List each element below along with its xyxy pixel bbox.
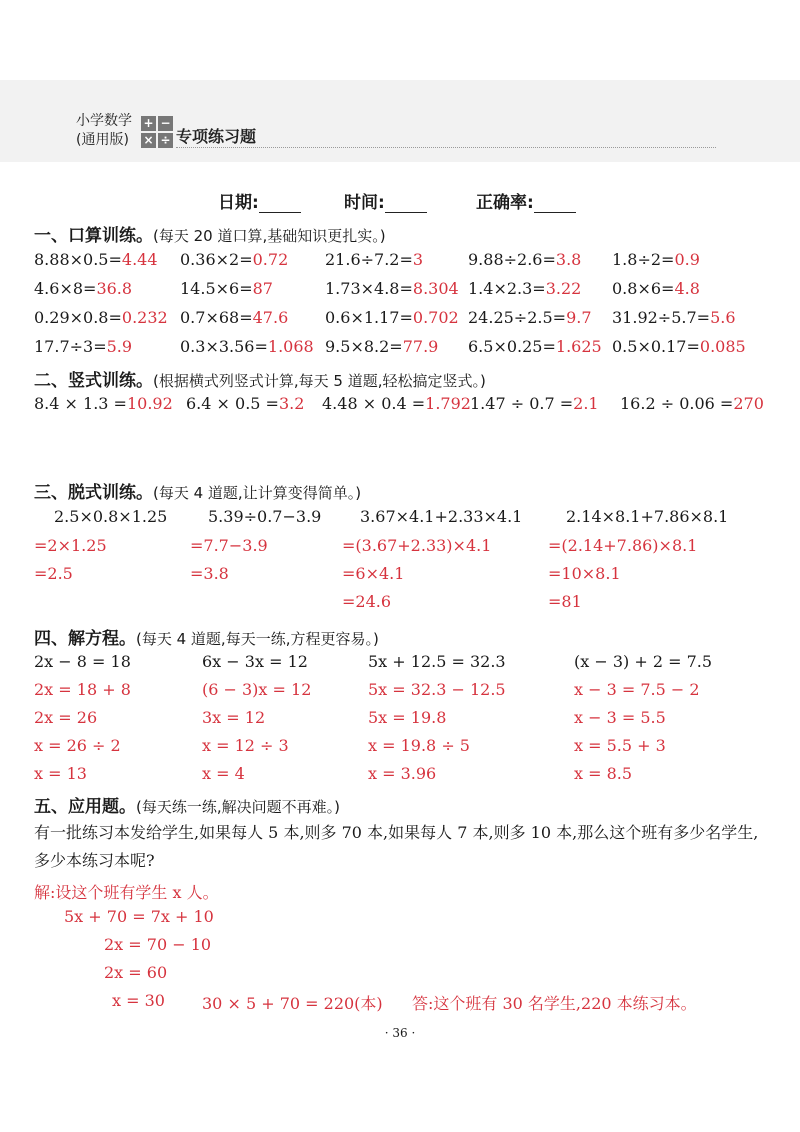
series-title: 专项练习题 xyxy=(176,127,257,146)
stepwise-step: =3.8 xyxy=(190,564,229,583)
equation: (x − 3) + 2 = 7.5 xyxy=(574,652,713,671)
vertical-calc-item: 16.2 ÷ 0.06 =270 xyxy=(620,394,764,413)
accuracy-field: 正确率: xyxy=(476,188,576,213)
equation: 6x − 3x = 12 xyxy=(202,652,308,671)
mental-math-item: 4.6×8=36.8 xyxy=(34,279,133,298)
equation-step: x = 3.96 xyxy=(368,764,437,783)
stepwise-step: =2.5 xyxy=(34,564,73,583)
equation-step: 2x = 26 xyxy=(34,708,98,727)
stepwise-expression: 5.39÷0.7−3.9 xyxy=(208,507,322,526)
mental-math-item: 0.7×68=47.6 xyxy=(180,308,289,327)
stepwise-step: =(3.67+2.33)×4.1 xyxy=(342,536,492,555)
stepwise-expression: 2.5×0.8×1.25 xyxy=(54,507,168,526)
section-4-title: 四、解方程。(每天 4 道题,每天一练,方程更容易。) xyxy=(34,629,379,649)
stepwise-step: =10×8.1 xyxy=(548,564,621,583)
solution-line: 2x = 70 − 10 xyxy=(104,935,212,954)
mental-math-item: 0.29×0.8=0.232 xyxy=(34,308,168,327)
equation-step: x = 4 xyxy=(202,764,245,783)
mental-math-item: 9.5×8.2=77.9 xyxy=(325,337,439,356)
section-1-title: 一、口算训练。(每天 20 道口算,基础知识更扎实。) xyxy=(34,226,386,246)
solution-line: x = 30 xyxy=(112,991,165,1010)
times-icon: × xyxy=(141,133,156,148)
page-number: · 36 · xyxy=(384,1026,416,1040)
vertical-calc-item: 4.48 × 0.4 =1.792 xyxy=(322,394,471,413)
date-field: 日期: xyxy=(218,188,301,213)
stepwise-step: =24.6 xyxy=(342,592,392,611)
mental-math-item: 17.7÷3=5.9 xyxy=(34,337,133,356)
solution-line: 30 × 5 + 70 = 220(本) xyxy=(202,994,383,1013)
word-problem-text: 有一批练习本发给学生,如果每人 5 本,则多 70 本,如果每人 7 本,则多 10 本,那么这个班有多少名学生,多少本练习本呢? xyxy=(34,823,759,870)
section-5-title: 五、应用题。(每天练一练,解决问题不再难。) xyxy=(34,797,340,817)
stepwise-expression: 3.67×4.1+2.33×4.1 xyxy=(360,507,523,526)
section-2-title: 二、竖式训练。(根据横式列竖式计算,每天 5 道题,轻松搞定竖式。) xyxy=(34,371,486,391)
equation: 2x − 8 = 18 xyxy=(34,652,131,671)
equation-step: x = 5.5 + 3 xyxy=(574,736,666,755)
equation-step: x = 13 xyxy=(34,764,87,783)
equation-step: 3x = 12 xyxy=(202,708,266,727)
equation-step: x = 12 ÷ 3 xyxy=(202,736,289,755)
plus-icon: + xyxy=(141,116,156,131)
equation-step: (6 − 3)x = 12 xyxy=(202,680,312,699)
divide-icon: ÷ xyxy=(158,133,173,148)
stepwise-step: =6×4.1 xyxy=(342,564,405,583)
answer-line: 答:这个班有 30 名学生,220 本练习本。 xyxy=(412,994,697,1013)
mental-math-item: 1.8÷2=0.9 xyxy=(612,250,700,269)
mental-math-item: 0.36×2=0.72 xyxy=(180,250,289,269)
stepwise-step: =7.7−3.9 xyxy=(190,536,268,555)
mental-math-item: 0.8×6=4.8 xyxy=(612,279,700,298)
section-3-title: 三、脱式训练。(每天 4 道题,让计算变得简单。) xyxy=(34,483,362,503)
solution-line: 解:设这个班有学生 x 人。 xyxy=(34,883,219,902)
mental-math-item: 1.4×2.3=3.22 xyxy=(468,279,582,298)
equation-step: 5x = 19.8 xyxy=(368,708,447,727)
header-divider xyxy=(176,147,716,148)
equation-step: 5x = 32.3 − 12.5 xyxy=(368,680,506,699)
mental-math-item: 0.5×0.17=0.085 xyxy=(612,337,746,356)
solution-line: 2x = 60 xyxy=(104,963,168,982)
mental-math-item: 31.92÷5.7=5.6 xyxy=(612,308,736,327)
mental-math-item: 24.25÷2.5=9.7 xyxy=(468,308,592,327)
mental-math-item: 14.5×6=87 xyxy=(180,279,273,298)
stepwise-step: =2×1.25 xyxy=(34,536,107,555)
operator-logo xyxy=(141,116,173,148)
equation-step: x = 8.5 xyxy=(574,764,633,783)
solution-line: 5x + 70 = 7x + 10 xyxy=(64,907,214,926)
equation-step: x = 19.8 ÷ 5 xyxy=(368,736,470,755)
stepwise-step: =81 xyxy=(548,592,582,611)
brand-label: 小学数学 (通用版) xyxy=(76,113,132,148)
equation-step: x − 3 = 7.5 − 2 xyxy=(574,680,700,699)
equation-step: 2x = 18 + 8 xyxy=(34,680,131,699)
stepwise-expression: 2.14×8.1+7.86×8.1 xyxy=(566,507,729,526)
mental-math-item: 8.88×0.5=4.44 xyxy=(34,250,158,269)
mental-math-item: 0.3×3.56=1.068 xyxy=(180,337,314,356)
equation: 5x + 12.5 = 32.3 xyxy=(368,652,506,671)
mental-math-item: 0.6×1.17=0.702 xyxy=(325,308,459,327)
mental-math-item: 1.73×4.8=8.304 xyxy=(325,279,459,298)
mental-math-item: 9.88÷2.6=3.8 xyxy=(468,250,582,269)
vertical-calc-item: 8.4 × 1.3 =10.92 xyxy=(34,394,173,413)
vertical-calc-item: 1.47 ÷ 0.7 =2.1 xyxy=(470,394,599,413)
equation-step: x − 3 = 5.5 xyxy=(574,708,666,727)
minus-icon: − xyxy=(158,116,173,131)
mental-math-item: 21.6÷7.2=3 xyxy=(325,250,424,269)
time-field: 时间: xyxy=(344,188,427,213)
vertical-calc-item: 6.4 × 0.5 =3.2 xyxy=(186,394,305,413)
equation-step: x = 26 ÷ 2 xyxy=(34,736,121,755)
mental-math-item: 6.5×0.25=1.625 xyxy=(468,337,602,356)
stepwise-step: =(2.14+7.86)×8.1 xyxy=(548,536,698,555)
